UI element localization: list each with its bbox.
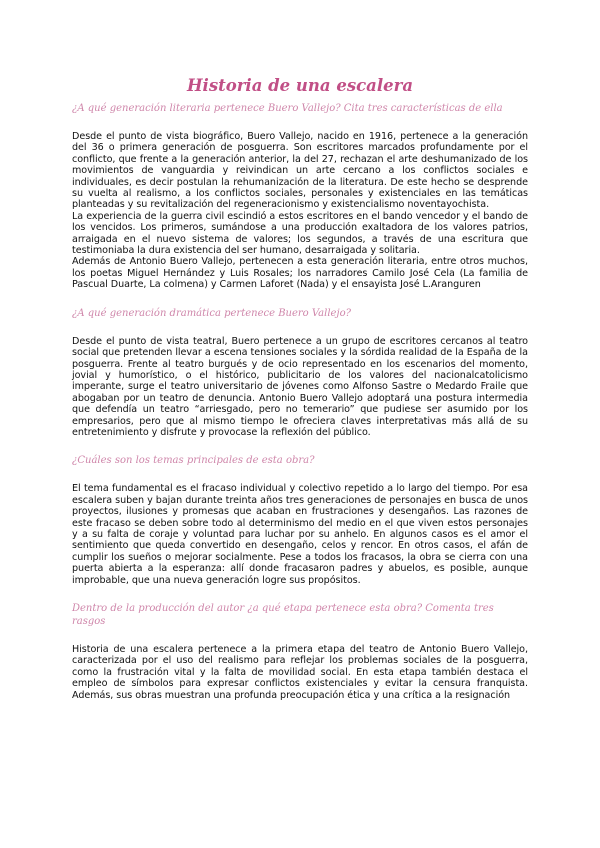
section-question-1: ¿A qué generación literaria pertenece Buero Vallejo? Cita tres características de ella: [72, 103, 503, 114]
paragraph: El tema fundamental es el fracaso individual y colectivo repetido a lo largo del tiempo. Por esa escalera suben y bajan durante treinta años tres generaciones de personajes en busca de unos proyectos, ilusiones y promesas que acaban en frustraciones y desengaños. Las razones de este fracaso se deben sobre todo al determinismo del medio en el que viven estos personajes y a su falta de coraje y voluntad para luchar por su anhelo. En algunos casos es el amor el sentimiento que queda convertido en desengaño, celos y rencor. En otros casos, el afán de cumplir los sueños o mejorar socialmente. Pese a todos los fracasos, la obra se cierra con una puerta abierta a la esperanza: allí donde fracasaron padres y abuelos, es posible, aunque improbable, que una nueva generación logre sus propósitos.: [72, 483, 528, 586]
section-question-2: ¿A qué generación dramática pertenece Buero Vallejo?: [72, 307, 351, 319]
section-question-4: Dentro de la producción del autor ¿a qué etapa pertenece esta obra? Comenta tres rasgos: [72, 603, 494, 627]
section-body-1: [72, 131, 528, 291]
paragraph: Desde el punto de vista teatral, Buero pertenece a un grupo de escritores cercanos al teatro social que pretenden llevar a escena tensiones sociales y la sórdida realidad de la España de la posguerra. Frente al teatro burgués y de ocio representado en los escenarios del momento, jovial y humorístico, o el histórico, publicitario de los valores del nacionalcatolicismo imperante, surge el teatro universitario de jóvenes como Alfonso Sastre o Medardo Fraile que abogaban por un teatro de denuncia. Antonio Buero Vallejo adoptará una postura intermedia que defendía un teatro “arriesgado, pero no temerario” que pudiese ser asumido por los empresarios, pero que al mismo tiempo le ofreciera claves interpretativas más allá de su entretenimiento y disfrute y provocase la reflexión del público.: [72, 335, 528, 438]
section-question-3: ¿Cuáles son los temas principales de esta obra?: [72, 455, 315, 467]
section-body-3: [72, 483, 528, 586]
section-body-2: [72, 336, 528, 439]
section-body-4: [72, 644, 528, 701]
paragraph: Además de Antonio Buero Vallejo, pertenecen a esta generación literaria, entre otros muchos, los poetas Miguel Hernández y Luis Rosales; los narradores Camilo José Cela (La familia de Pascual Duarte, La colmena) y Carmen Laforet (Nada) y el ensayista José L.Aranguren: [72, 256, 528, 291]
document-title: Historia de una escalera: [186, 76, 414, 95]
paragraph: Historia de una escalera pertenece a la primera etapa del teatro de Antonio Buero Vallejo, caracterizada por el uso del realismo para reflejar los problemas sociales de la posguerra, como la frustración vital y la falta de movilidad social. En esta etapa también destaca el empleo de símbolos para expresar conflictos existenciales y evitar la censura franquista. Además, sus obras muestran una profunda preocupación ética y una crítica a la resignación: [72, 644, 528, 701]
paragraph: Desde el punto de vista biográfico, Buero Vallejo, nacido en 1916, pertenece a la generación del 36 o primera generación de posguerra. Son escritores marcados profundamente por el conflicto, que frente a la generación anterior, la del 27, rechazan el arte deshumanizado de los movimientos de vanguardia y reivindican un arte cercano a los conflictos sociales e individuales, es decir postulan la rehumanización de la literatura. De este hecho se desprende su vuelta al realismo, a los conflictos sociales, personales y existenciales en las temáticas planteadas y su revitalización del regeneracionismo y existencialismo noventayochista.: [72, 131, 528, 211]
paragraph: La experiencia de la guerra civil escindió a estos escritores en el bando vencedor y el bando de los vencidos. Los primeros, sumándose a una producción exaltadora de los valores patrios, arraigada en el nuevo sistema de valores; los segundos, a través de una escritura que testimoniaba la dura existencia del ser humano, desarraigada y solitaria.: [72, 210, 528, 257]
